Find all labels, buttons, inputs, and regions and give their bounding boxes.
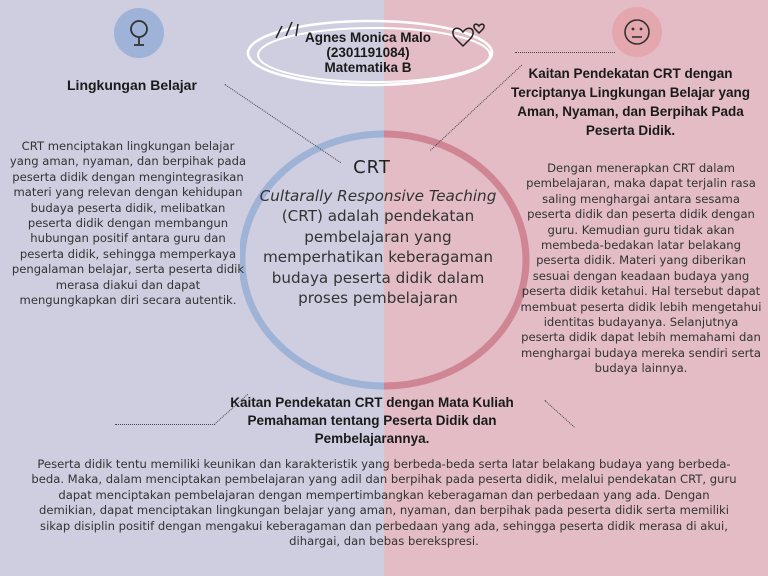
bottom-heading: Kaitan Pendekatan CRT dengan Mata Kuliah Pemahaman tentang Peserta Didik dan Pembelajarannya. [230, 395, 514, 446]
right-heading: Kaitan Pendekatan CRT dengan Terciptanya Lingkungan Belajar yang Aman, Nyaman, dan Berpihak Pada Peserta Didik. [510, 66, 751, 138]
bottom-body-text: Peserta didik tentu memiliki keunikan dan karakteristik yang berbeda-beda serta latar belakang budaya yang berbeda-beda. Maka, dalam menciptakan pembelajaran yang adil dan berpihak pada peserta didik, melalui pendekatan CRT, guru dapat menciptakan pembelajaran dengan mempertimbangkan keberagaman dan perbedaan yang ada. Dengan demikian, dapat menciptakan lingkungan belajar yang aman, nyaman, dan berpihak pada peserta didik serta memiliki sikap disiplin positif dengan mengakui keberagaman dan perbedaan yang ada, sehingga peserta didik merasa di akui, dihargai, dan bebas berekspresi. [31, 457, 737, 549]
right-body-text: Dengan menerapkan CRT dalam pembelajaran, maka dapat terjalin rasa saling menghargai antara sesama peserta didik dan peserta didik dengan guru. Kemudian guru tidak akan membeda-bedakan latar belakang peserta didik. Materi yang diberikan sesuai dengan keadaan budaya yang peserta didik ketahui. Hal tersebut dapat membuat peserta didik lebih mengetahui identitas budayanya. Selanjutnya peserta didik dapat lebih memahami dan menghargai budaya mereka sendiri serta budaya lainnya. [520, 161, 762, 376]
right-icon-badge [612, 7, 662, 57]
crt-definition [254, 186, 502, 308]
left-icon-badge [114, 8, 164, 58]
left-heading: Lingkungan Belajar [67, 77, 197, 93]
connector-right-top [515, 52, 615, 53]
author-id: (2301191084) [326, 45, 410, 60]
neutral-face-icon [612, 7, 662, 57]
crt-title: CRT [353, 157, 391, 178]
author-course: Matematika B [324, 60, 412, 75]
author-name: Agnes Monica Malo [304, 30, 431, 45]
connector-bottom-line [115, 424, 215, 425]
crt-definition-rest: (CRT) adalah pendekatan pembelajaran yang memperhatikan keberagaman budaya peserta didik dalam proses pembelajaran [262, 207, 494, 308]
mirror-icon [114, 8, 164, 58]
crt-definition-italic: Cultarally Responsive Teaching [259, 187, 497, 205]
left-body-text: CRT menciptakan lingkungan belajar yang aman, nyaman, dan berpihak pada peserta didik dengan mengintegrasikan materi yang relevan dengan kehidupan budaya peserta didik, melibatkan peserta didik dengan membangun hubungan positif antara guru dan peserta didik, sehingga memperkaya pengalaman belajar, serta peserta didik merasa diakui dan dapat mengungkapkan diri secara autentik. [9, 139, 247, 308]
author-block [268, 30, 468, 75]
